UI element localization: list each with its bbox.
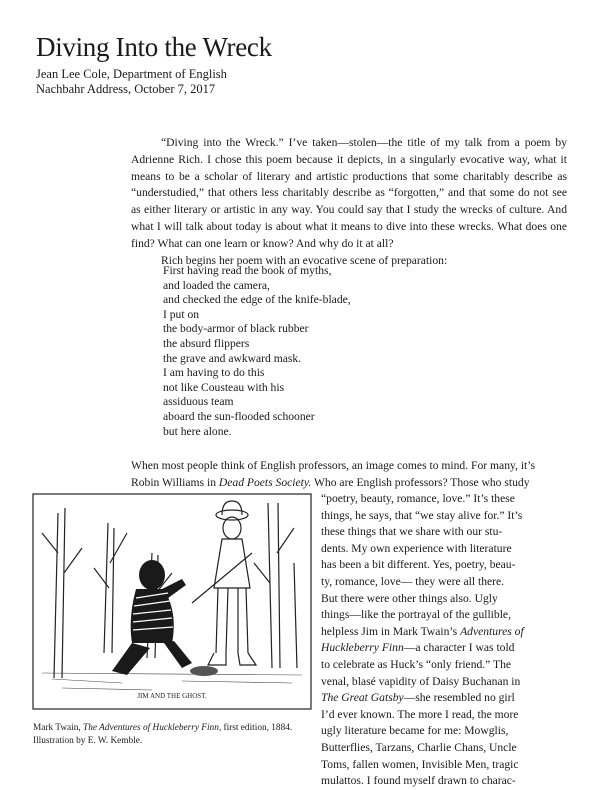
poem-line: not like Cousteau with his: [163, 380, 285, 394]
film-title: Dead Poets Society.: [218, 475, 312, 489]
text-line: But there were other things also. Ugly: [321, 591, 498, 605]
text-line: [321, 690, 571, 707]
page-title: Diving Into the Wreck: [36, 32, 272, 62]
figure-caption: [33, 722, 292, 748]
book-title: The Adventures of Huckleberry Finn: [83, 723, 219, 733]
illustration-figure: [32, 493, 312, 710]
text-line: mulattos. I found myself drawn to charac-: [321, 774, 516, 788]
poem-line: and loaded the camera,: [163, 278, 270, 292]
text-span: —a character I was told: [403, 641, 515, 655]
text-line: ugly literature became for me: Mowglis,: [321, 724, 509, 738]
address-line: Nachbahr Address, October 7, 2017: [36, 82, 216, 96]
text-line: I’d ever known. The more I read, the more: [321, 707, 519, 721]
poem-excerpt: [163, 264, 351, 439]
text-line: When most people think of English professors, an image comes to mind. For many, it’s: [131, 459, 536, 472]
text-span: Who are English professors? Those who study: [311, 475, 530, 489]
poem-line: First having read the book of myths,: [163, 264, 332, 277]
text-span: helpless Jim in Mark Twain’s: [321, 624, 461, 638]
text-span: Robin Williams in: [131, 475, 219, 489]
poem-line: the body-armor of black rubber: [163, 322, 309, 336]
text-line: these things that we share with our stu-: [321, 525, 503, 539]
intro-paragraph-2: Rich begins her poem with an evocative scene of preparation:: [161, 253, 448, 267]
caption-line: Illustration by E. W. Kemble.: [33, 736, 143, 746]
text-line: to celebrate as Huck’s “only friend.” The: [321, 657, 512, 671]
book-title: Adventures of: [460, 624, 524, 638]
text-line: “poetry, beauty, romance, love.” It’s these: [321, 492, 515, 505]
poem-line: but here alone.: [163, 424, 232, 438]
text-line: dents. My own experience with literature: [321, 541, 512, 555]
poem-line: aboard the sun-flooded schooner: [163, 409, 315, 423]
text-line: [131, 475, 571, 492]
poem-line: the grave and awkward mask.: [163, 351, 302, 365]
poem-line: I am having to do this: [163, 366, 265, 380]
text-line: things—like the portrayal of the gullible,: [321, 608, 511, 622]
intro-text: [131, 135, 567, 269]
caption-line: [33, 722, 292, 735]
book-title: The Great Gatsby: [321, 691, 404, 705]
author-line: Jean Lee Cole, Department of English: [36, 67, 227, 81]
text-line: [321, 624, 571, 641]
poem-line: I put on: [163, 307, 200, 321]
right-column-text: [321, 491, 571, 790]
poem-line: assiduous team: [163, 395, 234, 409]
poem-line: and checked the edge of the knife-blade,: [163, 293, 351, 307]
text-span: —she resembled no girl: [403, 691, 515, 705]
text-line: Toms, fallen women, Invisible Men, tragic: [321, 757, 519, 771]
text-line: venal, blasé vapidity of Daisy Buchanan in: [321, 674, 521, 688]
text-span: Mark Twain,: [33, 723, 84, 733]
text-line: ty, romance, love— they were all there.: [321, 574, 505, 588]
poem-line: the absurd flippers: [163, 336, 250, 350]
book-title: Huckleberry Finn: [321, 641, 404, 655]
plate-label: JIM AND THE GHOST.: [137, 692, 207, 700]
text-line: things, he says, that “we stay alive for.” It’s: [321, 508, 523, 522]
text-line: [321, 640, 571, 657]
text-span: , first edition, 1884.: [218, 723, 293, 733]
text-line: has been a bit different. Yes, poetry, beau-: [321, 558, 516, 572]
jim-and-the-ghost-illustration: [32, 493, 312, 710]
text-line: Butterflies, Tarzans, Charlie Chans, Uncle: [321, 740, 517, 754]
professors-paragraph: [131, 458, 571, 491]
intro-paragraph-1: “Diving into the Wreck.” I’ve taken—stolen—the title of my talk from a poem by Adrienne Rich. I chose this poem because it depicts, in a singularly evocative way, what it means to be a scholar of literary and artistic productions that some charitably describe as “understudied,” that others less charitably describe as “forgotten,” and that some do not see as either literary or artistic in any way. You could say that I study the wrecks of culture. And what I will talk about today is about what it means to dive into these wrecks. What does one find? What can one learn or know? And why do it at all?: [131, 136, 567, 250]
